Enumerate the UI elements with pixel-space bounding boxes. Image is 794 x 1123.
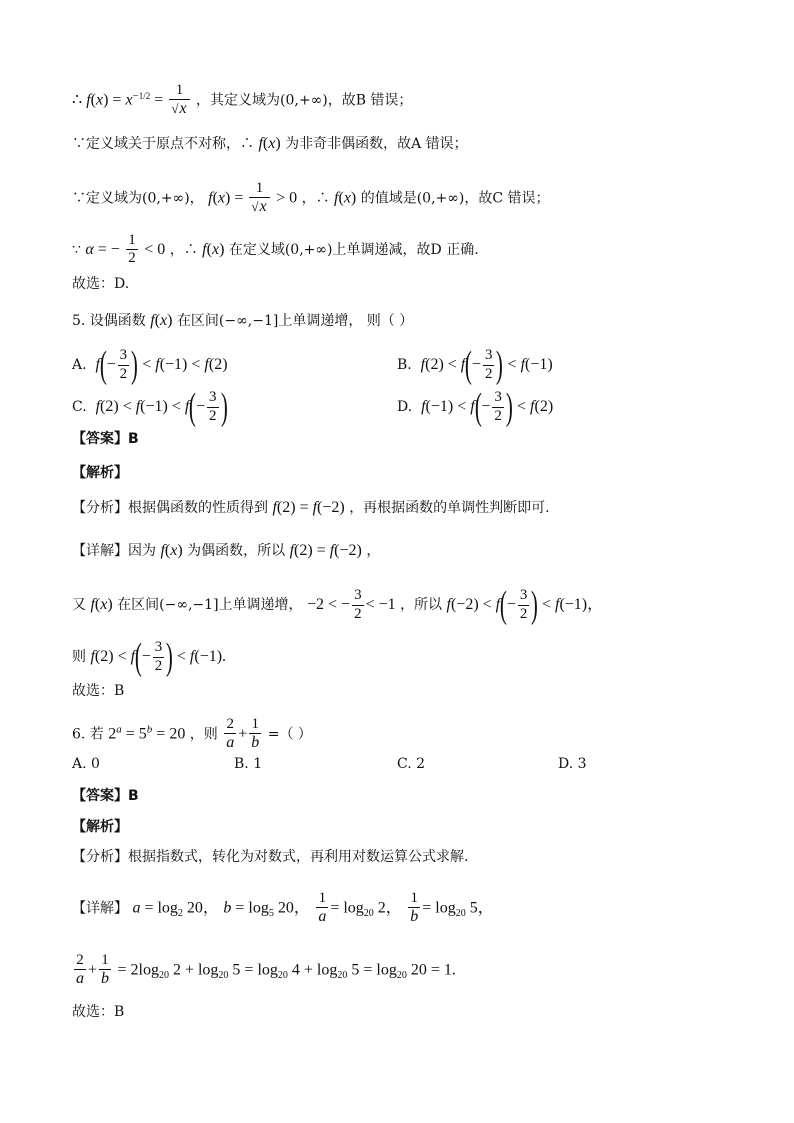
choice-b[interactable]: B. 1 <box>234 756 263 772</box>
text: 又 <box>72 597 86 613</box>
text: ，所以 <box>400 597 443 613</box>
text: ， <box>366 543 381 559</box>
question-5-stem: 5. 设偶函数 f(x) 在区间(−∞,−1]上单调递增， 则（ ） <box>72 312 414 329</box>
text: ∵定义域关于原点不对称，∴ <box>72 136 254 152</box>
solution-line-4: ∵ α = − $\frac{1}{2}$ < 0 ，∴ f(x) 在定义域(0,+∞)上单调递减，故D 正确. <box>72 232 479 267</box>
text: 5. 设偶函数 <box>72 313 146 329</box>
solution-line-2: ∵定义域关于原点不对称，∴ f(x) 为非奇非偶函数，故A 错误； <box>72 135 468 152</box>
option-label: D. <box>397 399 413 415</box>
text: ∵定义域为(0,+∞)， <box>72 190 204 207</box>
text: 【分析】根据偶函数的性质得到 <box>72 500 268 516</box>
text: 【详解】 <box>72 900 128 917</box>
text: ，则 <box>189 726 218 743</box>
question-6-conclusion: 故选：B <box>72 1004 125 1020</box>
answer-label: 【答案】B <box>72 431 139 447</box>
text: 为非奇非偶函数，故A 错误； <box>285 136 468 152</box>
detail-text: 【详解】 $a = \log_2 20$， $b = \log_5 20$， $\frac{1}{a}$ = $\log_{20} 2$， $\frac{1}{b}$ = $\log_{20} 5$， <box>72 890 494 926</box>
text: 的值域是(0,+∞)，故C 错误； <box>360 190 550 207</box>
question-6-stem: 6. 若 $2^a = 5^b = 20$ ，则 $\frac{2}{a}$ + $\frac{1}{b}$ =（ ） <box>72 716 312 752</box>
choice-d[interactable]: D. 3 <box>558 756 587 772</box>
question-5-conclusion: 故选：B <box>72 683 125 699</box>
text: ，∴ <box>169 241 198 258</box>
choice-a[interactable]: A. 0 <box>72 756 100 772</box>
detail-text-2: 又 f(x) 在区间(−∞,−1]上单调递增， −2 < − $\frac{3}{2}$ < −1 ，所以 f(−2) < f(− $\frac{3}{2}$ ) < f(−1)， <box>72 584 604 626</box>
text: 在定义域(0,+∞)上单调递减，故D 正确. <box>228 241 479 258</box>
fraction: $\frac{1}{√x}$ <box>169 82 189 119</box>
text: 6. 若 <box>72 726 104 743</box>
option-d[interactable]: D. f(−1) < f(− $\frac{3}{2}$ ) < f(2) <box>397 386 554 428</box>
text: ∵ <box>72 241 81 258</box>
text: 在区间(−∞,−1]上单调递增， 则（ ） <box>176 313 414 329</box>
option-label: C. <box>72 399 87 415</box>
text: 为偶函数，所以 <box>187 543 286 559</box>
text: 【详解】因为 <box>72 543 156 559</box>
text: =（ ） <box>267 726 312 743</box>
solution-line-1: ∴ $f(x) = x^{-1/2}$ = $\frac{1}{√x}$ ，其定义域为(0,+∞)，故B 错误； <box>72 82 413 118</box>
solution-conclusion: 故选：D. <box>72 276 130 292</box>
analysis-text: 【分析】根据偶函数的性质得到 f(2) = f(−2) ，再根据函数的单调性判断即可. <box>72 499 550 516</box>
option-c[interactable]: C. f(2) < f(−1) < f(− $\frac{3}{2}$ ) <box>72 386 228 428</box>
detail-text-1: 【详解】因为 f(x) 为偶函数，所以 f(2) = f(−2) ， <box>72 542 381 559</box>
solution-line-3: ∵定义域为(0,+∞)， f(x) = $\frac{1}{√x}$ > 0 ，∴ f(x) 的值域是(0,+∞)，故C 错误； <box>72 180 550 216</box>
analysis-label: 【解析】 <box>72 465 128 481</box>
analysis-label: 【解析】 <box>72 819 128 835</box>
analysis-text: 【分析】根据指数式，转化为对数式，再利用对数运算公式求解. <box>72 849 469 865</box>
option-a[interactable]: A. f(− $\frac{3}{2}$ ) < f(−1) < f(2) <box>72 344 228 386</box>
option-label: A. <box>72 357 87 373</box>
text: ，∴ <box>301 190 330 207</box>
option-b[interactable]: B. f(2) < f(− $\frac{3}{2}$ ) < f(−1) <box>397 344 553 386</box>
answer-label: 【答案】B <box>72 788 139 804</box>
detail-text-3: 则 f(2) < f(− $\frac{3}{2}$ ) < f(−1). <box>72 636 227 678</box>
text: 则 <box>72 649 86 665</box>
text: ，再根据函数的单调性判断即可. <box>349 500 550 516</box>
choice-c[interactable]: C. 2 <box>397 756 426 772</box>
text: ，其定义域为(0,+∞)，故B 错误； <box>196 92 413 109</box>
detail-equation: $\frac{2}{a}$ + $\frac{1}{b}$ = $2\log_{20}$ $2 + \log_{20} 5 = \log_{20} 4 + \log_{20} 5 = \log_{20} 20 = 1$. <box>76 952 456 988</box>
option-label: B. <box>397 357 412 373</box>
text: 在区间(−∞,−1]上单调递增， <box>117 597 303 613</box>
